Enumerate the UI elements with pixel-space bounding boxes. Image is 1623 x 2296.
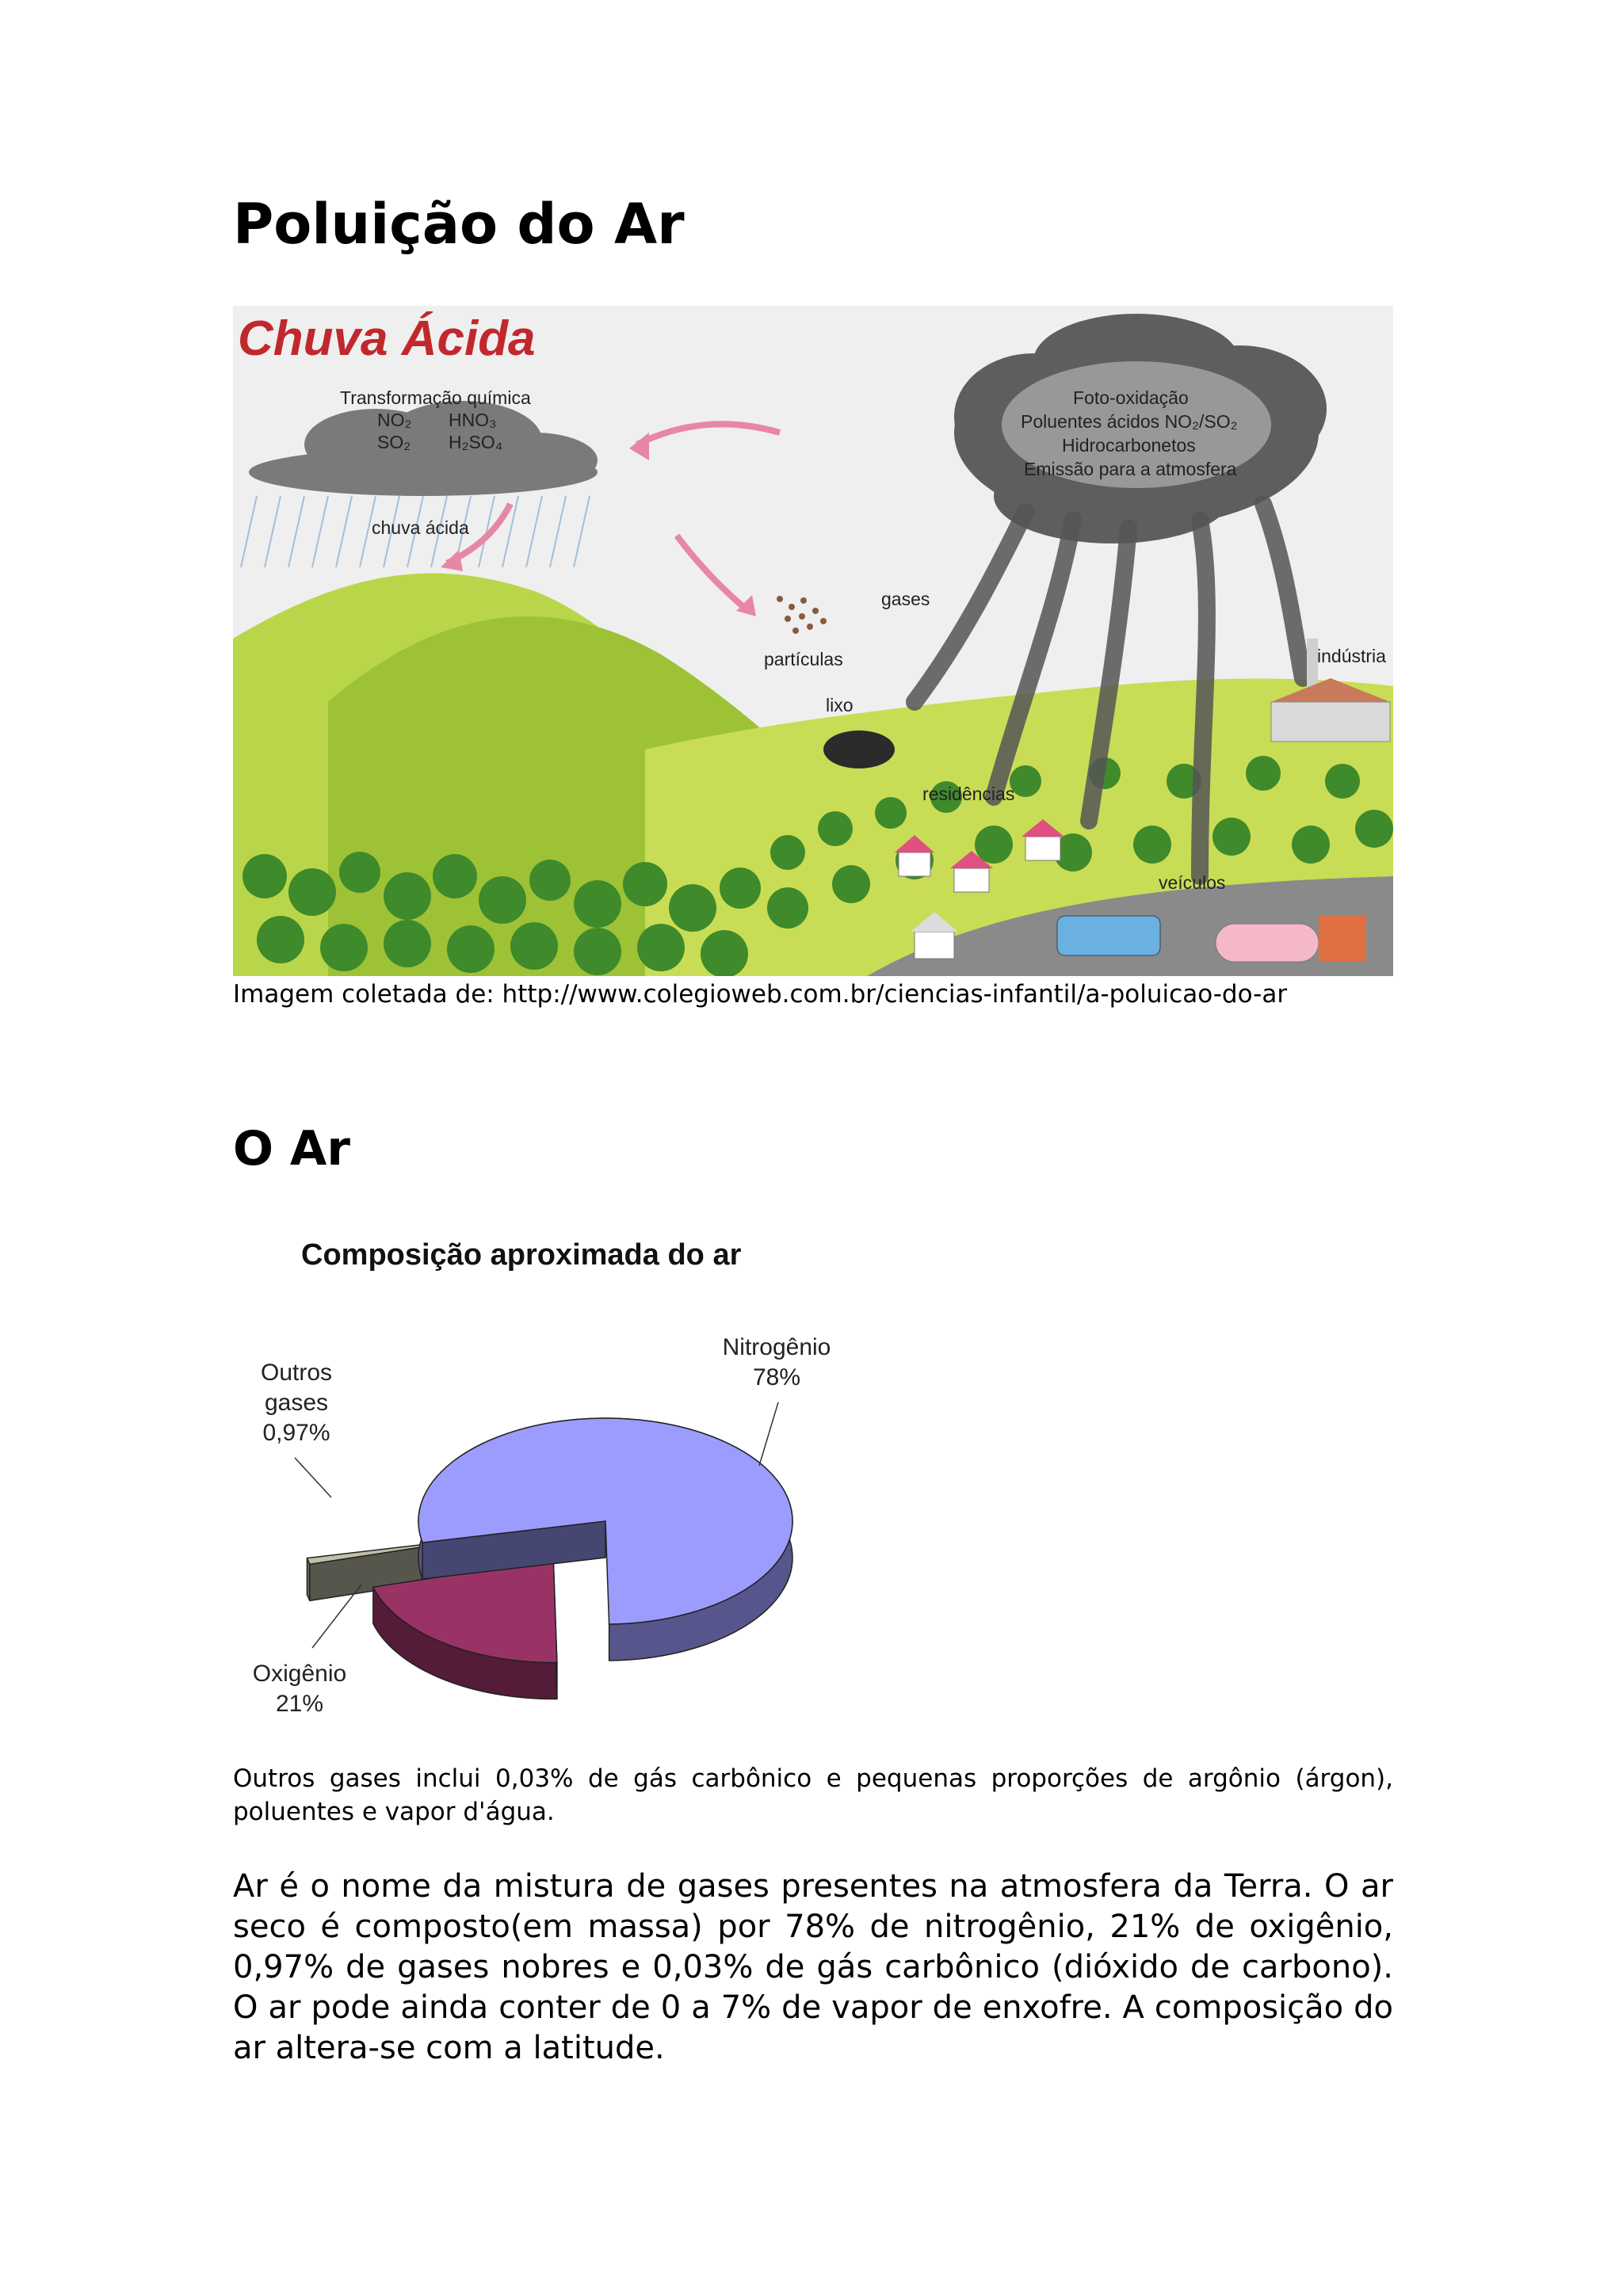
pie-category-label: Oxigênio (252, 1661, 347, 1687)
label-so2: SO₂ (377, 432, 411, 452)
label-poluentes: Poluentes ácidos NO₂/SO₂ (1021, 411, 1238, 432)
illustration-heading: Chuva Ácida (238, 311, 536, 366)
label-no2: NO₂ (377, 410, 412, 430)
label-veiculos: veículos (1159, 872, 1226, 893)
air-composition-chart (233, 1220, 883, 1743)
label-residencias: residências (922, 784, 1015, 804)
pie-category-label: Outros (260, 1360, 333, 1386)
truck-tank-drawing (1216, 924, 1319, 962)
truck-cab-drawing (1319, 916, 1366, 962)
pie-value-label: 0,97% (262, 1420, 330, 1446)
bus-drawing (1057, 916, 1160, 955)
label-lixo: lixo (826, 695, 854, 715)
chart-title: Composição aproximada do ar (301, 1238, 742, 1272)
pie-value-label: 78% (752, 1364, 801, 1390)
pie-category-label: Nitrogênio (722, 1334, 831, 1360)
label-industria: indústria (1317, 646, 1386, 666)
pie-leader-line (759, 1402, 778, 1466)
body-paragraph: Ar é o nome da mistura de gases presentes na atmosfera da Terra. O ar seco é composto(em massa) por 78% de nitrogênio, 21% de oxigênio, 0,97% de gases nobres e 0,03% de gás carbônico (dióxido de carbono). O ar pode ainda conter de 0 a 7% de vapor de enxofre. A composição do ar altera-se com a latitude. (233, 1868, 1393, 2066)
label-hno3: HNO₃ (449, 410, 497, 430)
section-title: O Ar (233, 1121, 350, 1177)
pie-category-label: gases (264, 1390, 329, 1416)
pie-leader-line (295, 1458, 331, 1497)
image-caption: Imagem coletada de: http://www.colegioweb.com.br/ciencias-infantil/a-poluicao-do-ar (233, 980, 1288, 1009)
garbage-pile (823, 730, 895, 769)
acid-rain-illustration (233, 306, 1393, 976)
label-emissao: Emissão para a atmosfera (1024, 459, 1237, 479)
label-particulas: partículas (764, 649, 843, 669)
chart-note: Outros gases inclui 0,03% de gás carbônico e pequenas proporções de argônio (árgon), poluentes e vapor d'água. (233, 1764, 1393, 1826)
page-title: Poluição do Ar (233, 192, 685, 257)
pie-value-label: 21% (275, 1691, 324, 1717)
label-h2so4: H₂SO₄ (449, 432, 503, 452)
label-transformacao: Transformação química (340, 387, 531, 408)
label-gases: gases (881, 589, 930, 609)
label-chuva-acida: chuva ácida (372, 517, 469, 538)
label-hidrocarbonetos: Hidrocarbonetos (1062, 435, 1196, 456)
label-foto-oxidacao: Foto-oxidação (1073, 387, 1189, 408)
